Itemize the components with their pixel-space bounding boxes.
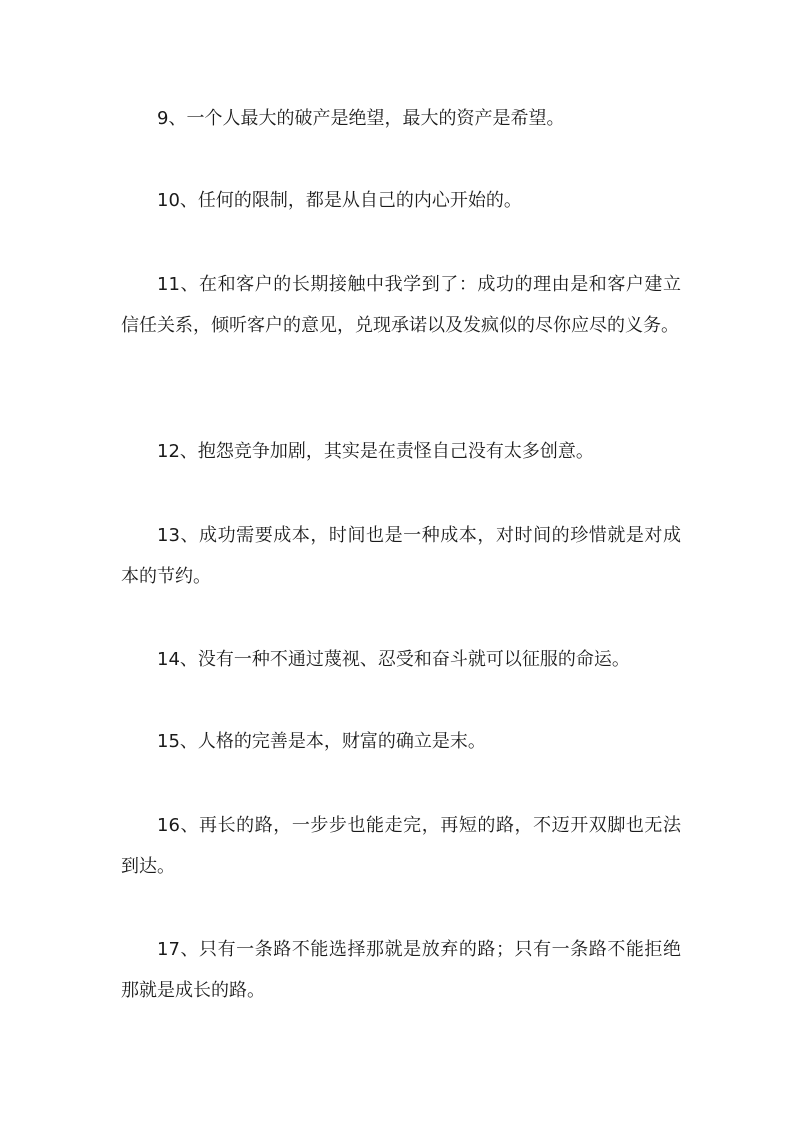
quote-paragraph-9: 9、一个人最大的破产是绝望，最大的资产是希望。 [157, 108, 565, 129]
quote-paragraph-17: 17、只有一条路不能选择那就是放弃的路；只有一条路不能拒绝那就是成长的路。 [121, 939, 681, 1001]
quote-paragraph-16: 16、再长的路，一步步也能走完，再短的路，不迈开双脚也无法到达。 [121, 815, 681, 877]
quote-paragraph-14: 14、没有一种不通过蔑视、忍受和奋斗就可以征服的命运。 [157, 649, 630, 670]
quote-paragraph-12: 12、抱怨竞争加剧，其实是在责怪自己没有太多创意。 [157, 441, 594, 462]
quote-paragraph-15: 15、人格的完善是本，财富的确立是末。 [157, 731, 486, 752]
quote-paragraph-13: 13、成功需要成本，时间也是一种成本，对时间的珍惜就是对成本的节约。 [121, 525, 681, 587]
quote-paragraph-10: 10、任何的限制，都是从自己的内心开始的。 [157, 190, 522, 211]
quote-paragraph-11: 11、在和客户的长期接触中我学到了：成功的理由是和客户建立信任关系，倾听客户的意见，兑现承诺以及发疯似的尽你应尽的义务。 [121, 274, 681, 336]
